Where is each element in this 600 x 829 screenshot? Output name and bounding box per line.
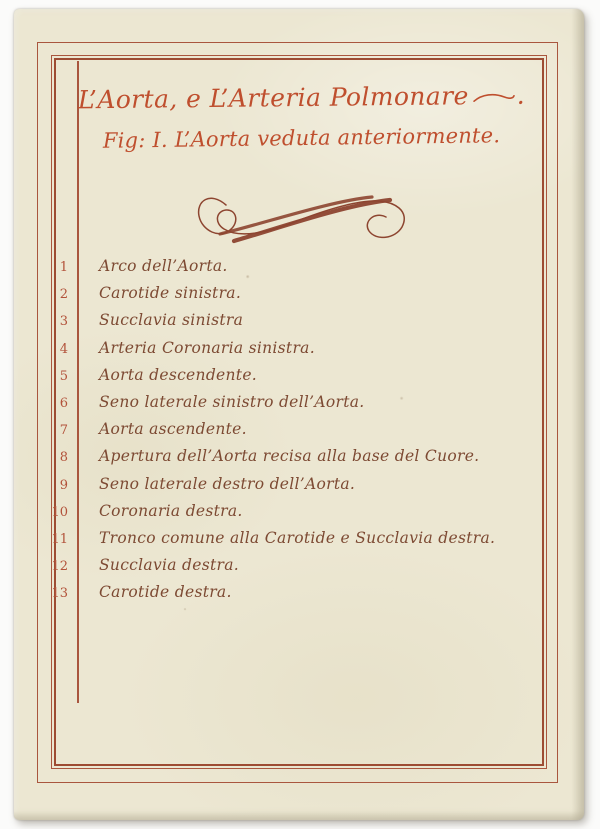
list-item [14,447,544,474]
paper-deckle-edge-right [570,9,584,820]
item-text: Carotide destra. [99,583,232,602]
item-number: 9 [59,477,68,493]
page-title [64,81,539,115]
item-text: Aorta ascendente. [99,420,247,439]
item-text: Arteria Coronaria sinistra. [99,338,315,357]
item-text: Aorta descendente. [99,365,258,384]
figure-caption: Fig: I. L’Aorta veduta anteriormente. [102,123,501,153]
list-item [14,583,544,610]
item-text: Seno laterale destro dell’Aorta. [99,474,356,493]
list-item [14,420,544,447]
item-text: Succlavia sinistra [99,311,244,330]
item-text: Arco dell’Aorta. [99,257,228,275]
list-item [14,393,544,420]
item-number: 7 [59,423,68,439]
page-title-text: L’Aorta, e L’Arteria Polmonare [77,81,469,115]
item-number: 10 [51,504,68,520]
item-number: 5 [59,368,68,384]
item-text: Coronaria destra. [99,501,243,520]
item-number: 6 [59,395,68,411]
title-swash-flourish [472,92,516,104]
paper-deckle-edge-bottom [14,810,584,820]
list-item [14,502,544,529]
list-item [14,284,544,311]
item-text: Tronco comune alla Carotide e Succlavia destra. [99,528,496,547]
item-number: 13 [51,586,68,602]
item-number: 2 [59,287,68,303]
manuscript-page [14,9,584,820]
page-title-period: . [516,80,526,110]
item-text: Apertura dell’Aorta recisa alla base del Cuore. [99,447,480,466]
list-item [14,311,544,338]
list-item [14,556,544,583]
list-item [14,257,544,284]
list-item [14,529,544,556]
list-item [14,475,544,502]
item-number: 4 [59,341,68,357]
item-number: 1 [59,260,68,275]
item-text: Seno laterale sinistro dell’Aorta. [99,392,365,411]
item-number: 12 [51,559,68,575]
item-text: Carotide sinistra. [99,284,242,303]
item-number: 11 [51,531,68,547]
calligraphic-flourish-icon [192,189,427,251]
list-item [14,339,544,366]
item-number: 8 [59,450,68,466]
list-item [14,366,544,393]
anatomy-list [14,257,544,610]
item-number: 3 [59,314,68,330]
item-text: Succlavia destra. [99,556,239,575]
